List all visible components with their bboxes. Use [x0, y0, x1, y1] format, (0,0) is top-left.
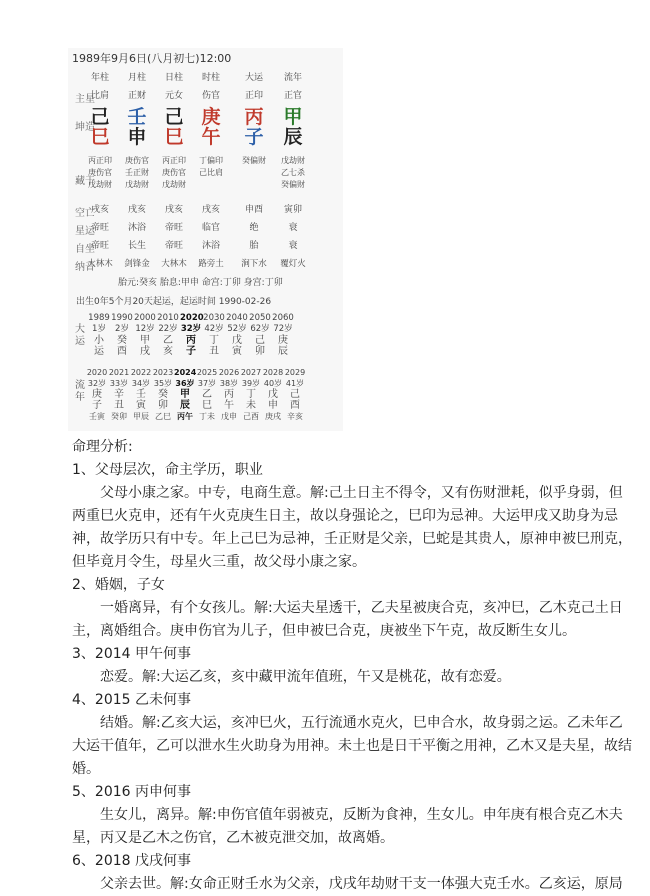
tiangan-char: 己	[90, 106, 110, 128]
liunian-branche: 酉	[290, 400, 300, 411]
liunian-bottom: 壬寅	[89, 412, 105, 421]
liunian-stem: 戊	[268, 389, 278, 400]
row-label-zizuo: 自坐	[75, 244, 95, 255]
liunian-bottom: 癸卯	[111, 412, 127, 421]
canggan-item: 乙七杀	[281, 168, 305, 177]
canggan-item: 丁偏印	[199, 156, 223, 165]
xingyun-value: 临官	[201, 223, 220, 233]
analysis-section	[72, 436, 632, 896]
section-heading-4: 4、2015 乙未何事	[72, 692, 191, 708]
liunian-age: 40岁	[263, 379, 283, 388]
zhuxing-value: 正官	[283, 91, 302, 101]
liunian-bottom: 己酉	[243, 412, 259, 421]
kongwang-value: 寅卯	[283, 205, 302, 215]
zizuo-value: 胎	[249, 241, 259, 251]
canggan-item: 丙正印	[88, 156, 112, 165]
dayun-branche: 辰	[278, 346, 288, 357]
dizhi-char: 巳	[164, 126, 184, 148]
liunian-stem: 壬	[136, 389, 146, 400]
dayun-branche: 子	[186, 346, 196, 357]
dayun-branche: 戌	[140, 346, 150, 357]
liunian-branche: 申	[268, 400, 278, 411]
liunian-bottom: 庚戌	[265, 412, 281, 421]
dayun-branche: 卯	[255, 346, 265, 357]
liunian-stem: 庚	[92, 389, 102, 400]
dayun-branche: 酉	[117, 346, 127, 357]
liunian-bottom: 丙午	[177, 412, 193, 421]
canggan-item: 庚伤官	[125, 156, 149, 165]
tiangan-char: 壬	[127, 106, 147, 128]
zizuo-value: 长生	[127, 241, 146, 251]
liunian-stem: 乙	[202, 389, 212, 400]
dayun-branche: 亥	[163, 346, 173, 357]
column-header: 年柱	[90, 73, 109, 83]
row-label-zhuxing: 主星	[75, 94, 95, 105]
nayin-value: 覆灯火	[280, 259, 306, 269]
row-label-canggan: 藏干	[75, 176, 95, 187]
dayun-age: 42岁	[204, 324, 224, 334]
canggan-item: 庚伤官	[88, 168, 112, 177]
canggan-item: 丙正印	[162, 156, 186, 165]
dayun-branche: 丑	[209, 346, 219, 357]
liunian-stem: 丁	[246, 389, 256, 400]
liunian-year: 2028	[262, 368, 284, 377]
dayun-year: 2000	[134, 313, 156, 323]
qiyun-line: 出生0年5个月20天起运，起运时间 1990-02-26	[76, 297, 272, 307]
liunian-bottom: 丁未	[199, 412, 215, 421]
dayun-year: 2020	[180, 313, 204, 323]
dayun-stem: 丁	[209, 335, 219, 346]
section-heading-3: 3、2014 甲午何事	[72, 646, 191, 662]
liunian-age: 32岁	[87, 379, 107, 388]
section-body-4: 结婚。解:乙亥大运，亥冲巳火，五行流通水克火，巳申合水，故身弱之运。乙未年乙大运干值年，乙可以泄水生火助身为用神。未土也是日干平衡之用神，乙木又是夫星，故结婚。	[72, 715, 632, 777]
liunian-branche: 未	[246, 400, 256, 411]
zhuxing-value: 伤官	[201, 91, 220, 101]
liunian-branche: 辰	[180, 400, 190, 411]
zhuxing-value: 正财	[127, 91, 146, 101]
canggan-item: 己比肩	[199, 168, 223, 177]
dayun-stem: 戊	[232, 335, 242, 346]
xingyun-value: 绝	[249, 223, 259, 233]
dayun-stem: 丙	[186, 335, 196, 346]
nayin-value: 大林木	[87, 259, 113, 269]
kongwang-value: 戌亥	[164, 205, 183, 215]
zizuo-value: 衰	[288, 241, 298, 251]
liunian-stem: 己	[290, 389, 300, 400]
dizhi-char: 午	[201, 126, 221, 148]
section-body-6: 父亲去世。解:女命正财壬水为父亲，戊戌年劫财干支一体强大克壬水。乙亥运，原局	[100, 876, 623, 892]
canggan-item: 癸偏财	[242, 156, 266, 165]
liunian-year: 2022	[130, 368, 152, 377]
column-header: 日柱	[164, 73, 183, 83]
canggan-item: 癸偏财	[281, 180, 305, 189]
liunian-branche: 子	[92, 400, 102, 411]
dayun-label: 大运	[75, 324, 85, 347]
liunian-year: 2024	[174, 368, 197, 377]
canggan-item: 戊劫财	[281, 156, 305, 165]
dizhi-char: 辰	[283, 126, 303, 148]
kongwang-value: 戌亥	[201, 205, 220, 215]
xingyun-value: 沐浴	[127, 223, 146, 233]
liunian-age: 34岁	[131, 379, 151, 388]
zizuo-value: 帝旺	[164, 241, 183, 251]
zhuxing-value: 元女	[164, 91, 183, 101]
dayun-year: 2010	[157, 313, 179, 323]
row-label-xingyun: 星运	[75, 226, 95, 237]
canggan-item: 戊劫财	[125, 180, 149, 189]
tiangan-char: 丙	[244, 106, 264, 128]
kongwang-value: 戌亥	[90, 205, 109, 215]
dayun-stem: 癸	[117, 335, 127, 346]
kongwang-value: 戌亥	[127, 205, 146, 215]
canggan-item: 戊劫财	[162, 180, 186, 189]
section-body-5: 生女儿，离异。解:申伤官值年弱被克，反断为食神，生女儿。申年庚有根合克乙木夫星，丙又是乙木之伤官，乙木被克泄交加，故离婚。	[72, 807, 623, 846]
liunian-stem: 甲	[180, 389, 190, 400]
dayun-year: 2040	[226, 313, 248, 323]
dayun-year: 2050	[249, 313, 271, 323]
liunian-age: 39岁	[241, 379, 261, 388]
section-heading-1: 1、父母层次，命主学历，职业	[72, 462, 263, 478]
xingyun-value: 帝旺	[90, 223, 109, 233]
dayun-stem: 乙	[163, 335, 173, 346]
section-heading-5: 5、2016 丙申何事	[72, 784, 191, 800]
liunian-age: 36岁	[175, 379, 195, 388]
dayun-year: 1989	[88, 313, 110, 323]
section-body-3: 恋爱。解:大运乙亥，亥中藏甲流年值班，午又是桃花，故有恋爱。	[100, 669, 511, 685]
dayun-age: 32岁	[180, 324, 202, 334]
column-header: 流年	[283, 73, 302, 83]
dayun-year: 1990	[111, 313, 133, 323]
liunian-age: 41岁	[285, 379, 305, 388]
xingyun-value: 帝旺	[164, 223, 183, 233]
column-header: 月柱	[127, 73, 146, 83]
liunian-year: 2025	[196, 368, 218, 377]
liunian-label: 流年	[75, 380, 85, 403]
dizhi-char: 巳	[90, 126, 110, 148]
dayun-stem: 小	[94, 335, 104, 346]
liunian-bottom: 戊申	[221, 412, 237, 421]
section-body-2: 一婚离异，有个女孩儿。解:大运夫星透干，乙夫星被庚合克，亥冲巳，乙木克己土日主，离婚组合。庚申伤官为儿子，但申被巳合克，庚被坐下午克，故反断生女儿。	[72, 600, 623, 639]
liunian-age: 38岁	[219, 379, 239, 388]
dayun-age: 1岁	[92, 324, 106, 334]
nayin-value: 涧下水	[241, 259, 267, 269]
nayin-value: 剑锋金	[124, 259, 150, 269]
liunian-age: 37岁	[197, 379, 217, 388]
liunian-bottom: 乙巳	[155, 412, 171, 421]
canggan-item: 壬正财	[125, 168, 149, 177]
dayun-year: 2030	[203, 313, 225, 323]
dayun-age: 2岁	[115, 324, 129, 334]
section-heading-2: 2、婚姻，子女	[72, 577, 165, 593]
liunian-branche: 丑	[114, 400, 124, 411]
row-label-kongwang: 空亡	[75, 208, 95, 219]
liunian-branche: 寅	[136, 400, 146, 411]
tiangan-char: 己	[164, 106, 184, 128]
liunian-year: 2021	[108, 368, 130, 377]
liunian-stem: 癸	[158, 389, 168, 400]
canggan-item: 庚伤官	[162, 168, 186, 177]
zizuo-value: 沐浴	[201, 241, 220, 251]
dayun-age: 22岁	[158, 324, 178, 334]
tiangan-char: 庚	[201, 106, 221, 128]
dayun-stem: 庚	[278, 335, 288, 346]
liunian-age: 33岁	[109, 379, 129, 388]
row-label-qiankun: 坤造	[75, 122, 95, 133]
column-header: 时柱	[201, 73, 220, 83]
kongwang-value: 申酉	[244, 205, 263, 215]
zhuxing-value: 正印	[244, 91, 263, 101]
dayun-age: 12岁	[135, 324, 155, 334]
dizhi-char: 子	[244, 126, 264, 148]
liunian-bottom: 辛亥	[287, 412, 303, 421]
liunian-year: 2020	[86, 368, 108, 377]
liunian-bottom: 甲辰	[133, 412, 149, 421]
birth-datetime: 1989年9月6日(八月初七)12:00	[72, 52, 232, 65]
liunian-stem: 丙	[224, 389, 234, 400]
liunian-branche: 巳	[202, 400, 212, 411]
dizhi-char: 申	[127, 126, 147, 148]
liunian-year: 2029	[284, 368, 306, 377]
dayun-stem: 己	[255, 335, 265, 346]
dayun-age: 72岁	[273, 324, 293, 334]
dayun-stem: 甲	[140, 335, 150, 346]
liunian-branche: 午	[224, 400, 234, 411]
liunian-branche: 卯	[158, 400, 168, 411]
canggan-item: 戊劫财	[88, 180, 112, 189]
dayun-branche: 寅	[232, 346, 242, 357]
dayun-branche: 运	[94, 346, 104, 357]
nayin-value: 大林木	[161, 259, 187, 269]
taiyuan-line: 胎元:癸亥 胎息:甲申 命宫:丁卯 身宫:丁卯	[118, 278, 283, 288]
zizuo-value: 帝旺	[90, 241, 109, 251]
dayun-age: 52岁	[227, 324, 247, 334]
liunian-year: 2026	[218, 368, 240, 377]
analysis-title: 命理分析:	[72, 439, 133, 455]
xingyun-value: 衰	[288, 223, 298, 233]
tiangan-char: 甲	[283, 106, 303, 128]
row-label-nayin: 纳音	[75, 262, 95, 273]
column-header: 大运	[244, 73, 263, 83]
liunian-year: 2027	[240, 368, 262, 377]
liunian-stem: 辛	[114, 389, 124, 400]
zhuxing-value: 比肩	[90, 91, 109, 101]
liunian-age: 35岁	[153, 379, 173, 388]
dayun-year: 2060	[272, 313, 294, 323]
section-body-1: 父母小康之家。中专，电商生意。解:己土日主不得令，又有伤财泄耗，似乎身弱，但两重巳火克申，还有午火克庚生日主，故以身强论之，巳印为忌神。大运甲戌又助身为忌神，故学历只有中专。年上己巳为忌神，壬正财是父亲，巳蛇是其贵人，原神申被巳刑克，但毕竟月令生，母星火三重，故父母小康之家。	[72, 485, 632, 570]
section-heading-6: 6、2018 戊戌何事	[72, 853, 191, 869]
dayun-age: 62岁	[250, 324, 270, 334]
nayin-value: 路旁土	[198, 259, 224, 269]
liunian-year: 2023	[152, 368, 174, 377]
